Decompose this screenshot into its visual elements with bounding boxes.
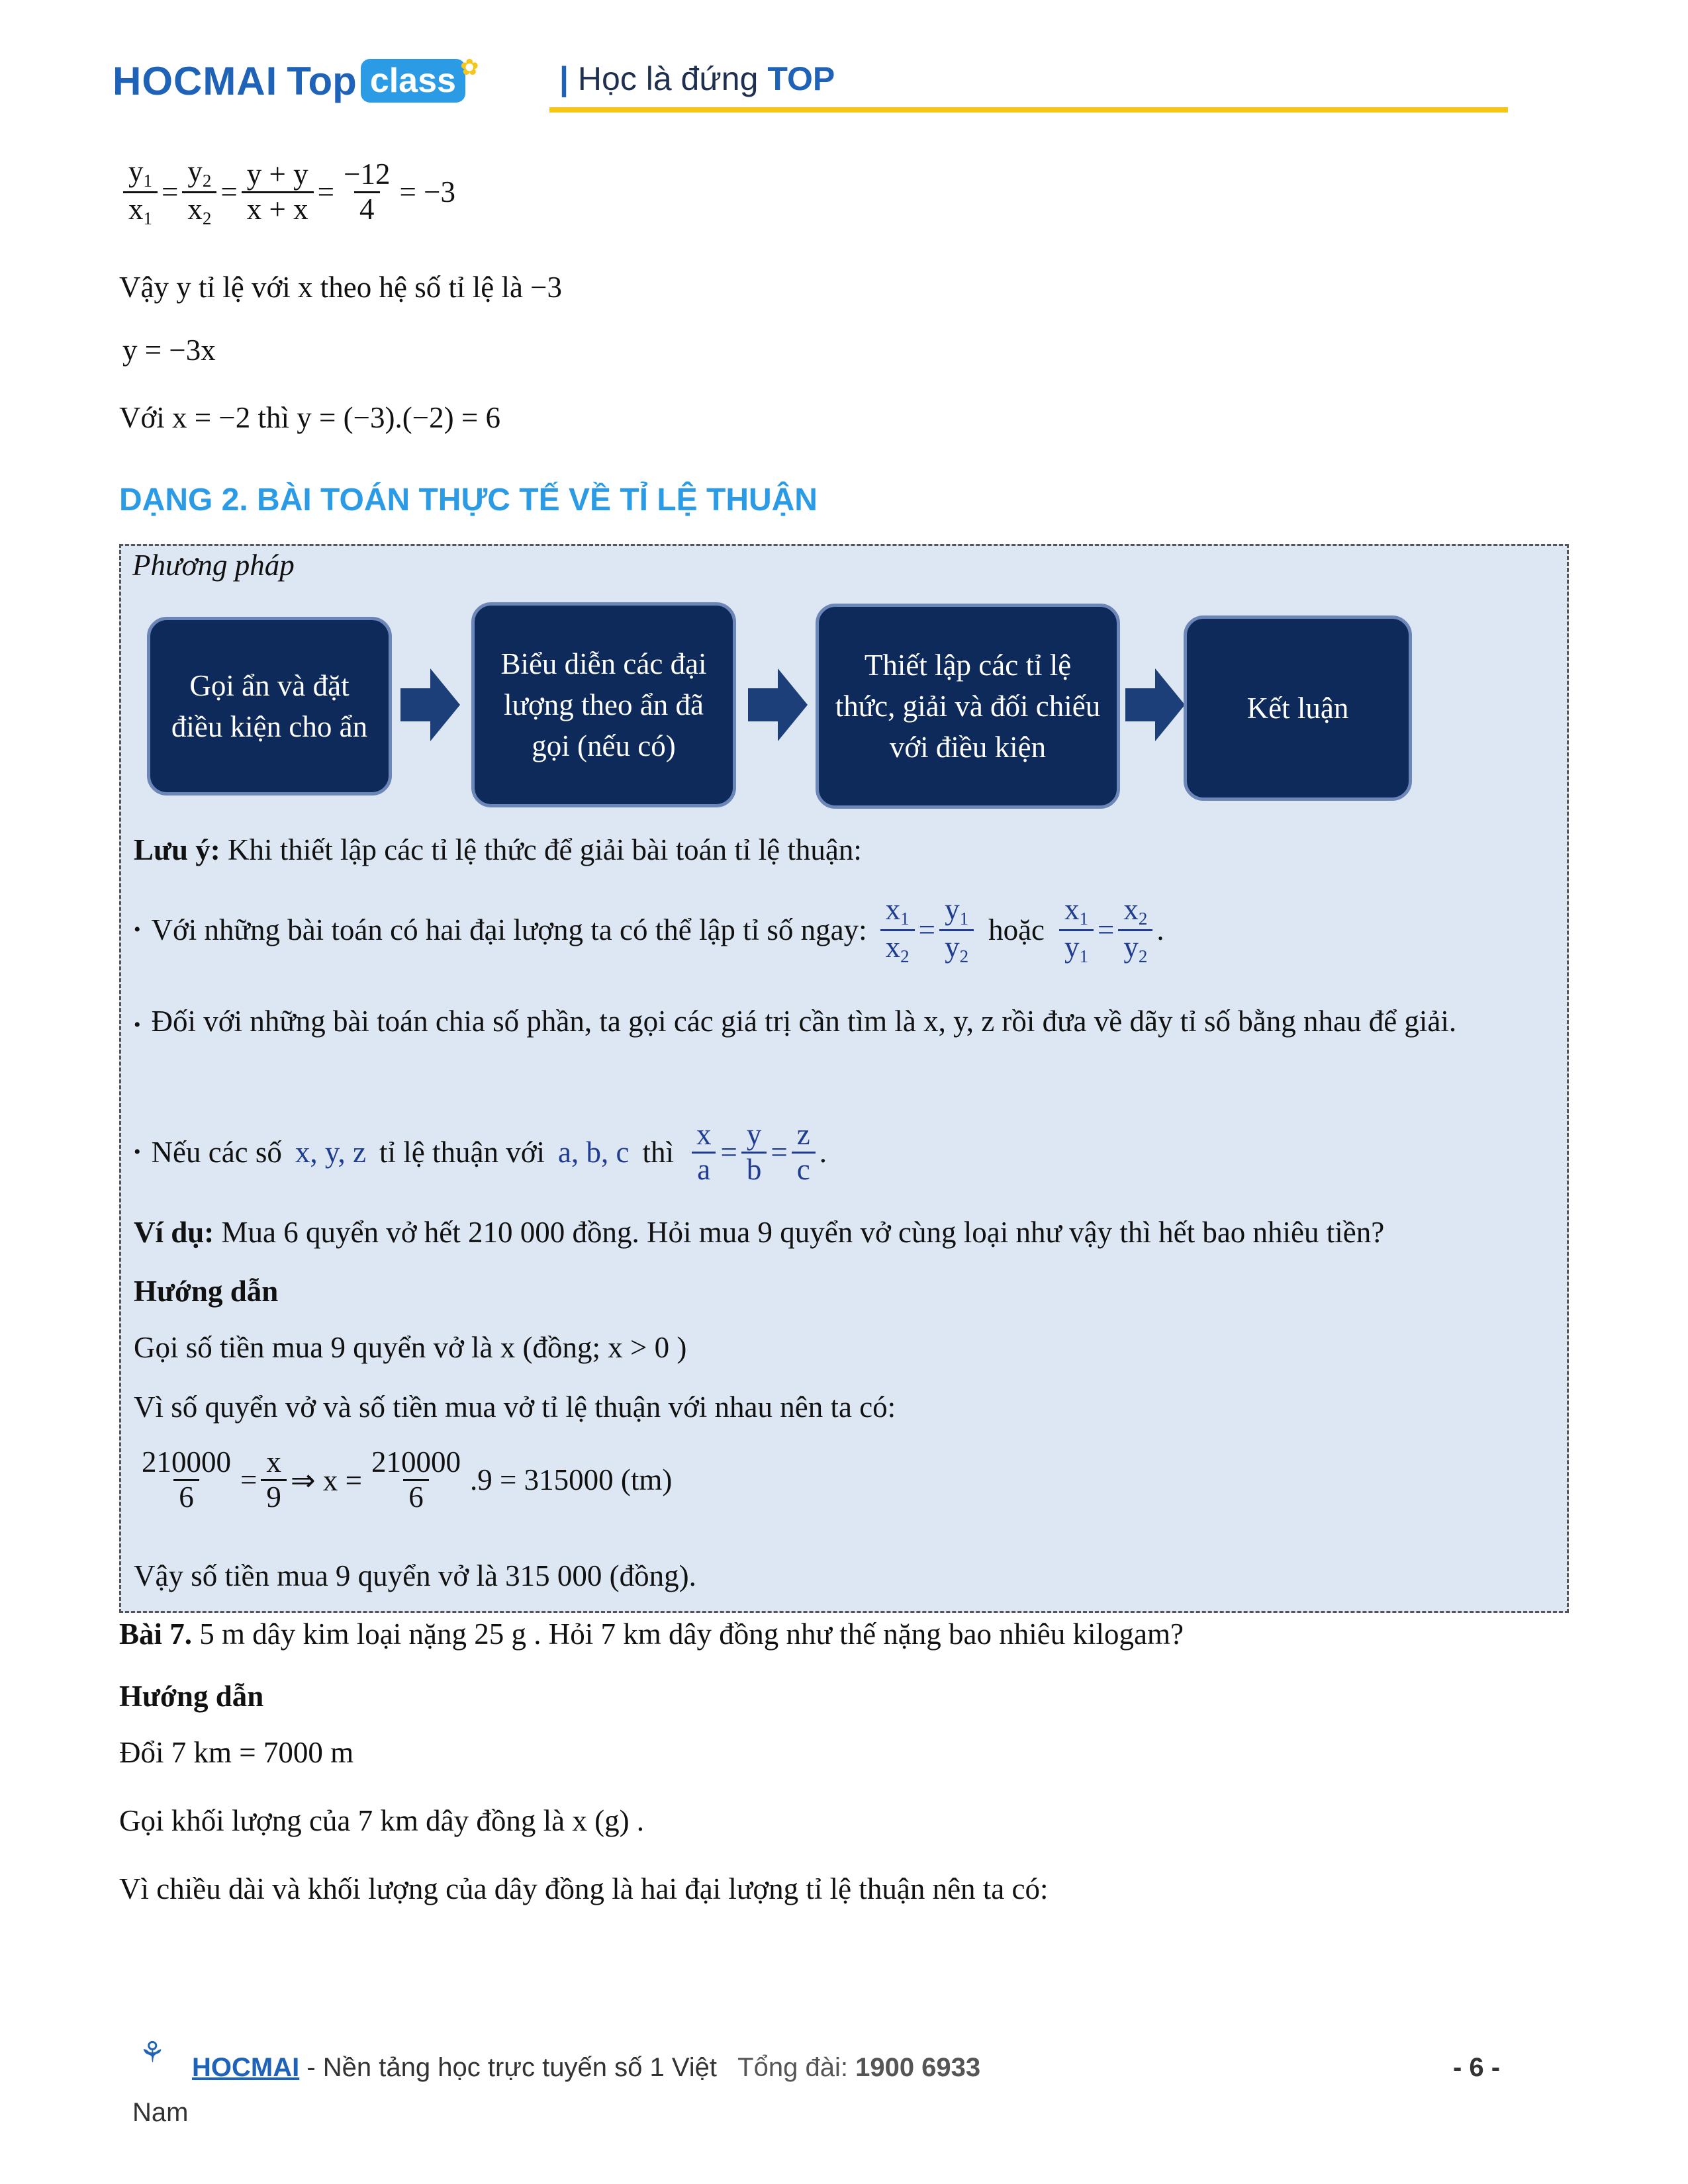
note-label: Lưu ý:: [134, 833, 220, 866]
example-text: Mua 6 quyển vở hết 210 000 đồng. Hỏi mua 9 quyển vở cùng loại như vậy thì hết bao nhiêu tiền?: [214, 1216, 1385, 1249]
page-number: - 6 -: [1453, 2053, 1501, 2082]
brand-top: Top: [287, 58, 357, 103]
fraction-x-a: $\frac{x}{a}$: [691, 1118, 717, 1186]
flow-step-3: Thiết lập các tỉ lệ thức, giải và đối chiếu với điều kiện: [816, 604, 1120, 809]
bullet-1: • Với những bài toán có hai đại lượng ta có thể lập tỉ số ngay: $\frac{x_1}{x_2}$ = $\frac{y_1}{y_2}$ hoặc $\frac{x_1}{y_1}$ = $\frac{x_2}{y_2}$ .: [134, 893, 1164, 966]
substitution-line: Với x = −2 thì y = (−3).(−2) = 6: [119, 401, 501, 434]
star-icon: ✿: [459, 55, 479, 80]
bullet-dot-icon: •: [134, 1141, 141, 1163]
bullet-3-params: a, b, c: [558, 1136, 630, 1169]
footer-hotline-label: Tổng đài:: [737, 2053, 848, 2082]
header-slogan: [559, 60, 835, 98]
brand-class-pill: class: [361, 59, 465, 103]
flow-step-1: Gọi ẩn và đặt điều kiện cho ẩn: [147, 617, 392, 796]
bullet-3-mid: tỉ lệ thuận với: [379, 1136, 545, 1169]
flow-step-2: Biểu diễn các đại lượng theo ẩn đã gọi (nếu có): [471, 602, 736, 807]
guide-equation: $\frac{210000}{6}$ = $\frac{x}{9}$ ⇒ x = $\frac{210000}{6}$ .9 = 315000 (tm): [132, 1446, 672, 1514]
fraction-z-c: $\frac{z}{c}$: [792, 1118, 816, 1186]
guide-eq-tail: .9 = 315000 (tm): [469, 1463, 673, 1496]
conclusion-line: Vậy y tỉ lệ với x theo hệ số tỉ lệ là −3: [119, 271, 563, 304]
exercise-text: 5 m dây kim loại nặng 25 g . Hỏi 7 km dây đồng như thế nặng bao nhiêu kilogam?: [192, 1617, 1184, 1651]
brand-hocmai: HOCMAI: [113, 58, 278, 103]
guide-label: Hướng dẫn: [134, 1275, 279, 1308]
fraction-sum: $\frac{y + y}{x + x}$: [242, 158, 314, 226]
fraction-y2-x2: $\frac{y_2}{x_2}$: [182, 156, 216, 229]
guide-line-4: Vậy số tiền mua 9 quyển vở là 315 000 (đồng).: [134, 1559, 696, 1592]
fraction-x1-x2: $\frac{x_1}{x_2}$: [880, 893, 915, 967]
flow-arrow-3: [1125, 668, 1185, 741]
bullet-dot-icon: •: [134, 919, 141, 941]
exercise-line-2: Gọi khối lượng của 7 km dây đồng là x (g) .: [119, 1804, 645, 1837]
flow-step-4: Kết luận: [1184, 615, 1412, 801]
slogan-prefix: Học là đứng: [577, 60, 759, 97]
bullet-3-vars: x, y, z: [295, 1136, 366, 1169]
method-label: Phương pháp: [132, 549, 295, 582]
equation-result: = −3: [399, 175, 455, 209]
flow-arrow-1: [400, 668, 460, 741]
bullet-dot-icon: •: [134, 1014, 141, 1036]
footer-line: [192, 2053, 980, 2083]
guide-line-2: Vì số quyển vở và số tiền mua vở tỉ lệ thuận với nhau nên ta có:: [134, 1390, 896, 1424]
bullet-1-text: Với những bài toán có hai đại lượng ta có thể lập tỉ số ngay:: [151, 913, 867, 947]
brand-logo: [113, 54, 479, 107]
section-title: DẠNG 2. BÀI TOÁN THỰC TẾ VỀ TỈ LỆ THUẬN: [119, 482, 818, 518]
guide-eq-mid: ⇒ x =: [290, 1463, 362, 1497]
bullet-1-or: hoặc: [988, 913, 1045, 947]
exercise-line-1: Đổi 7 km = 7000 m: [119, 1736, 354, 1769]
slogan-bold: TOP: [767, 60, 835, 97]
bullet-3-then: thì: [642, 1136, 674, 1169]
bullet-2-text: Đối với những bài toán chia số phần, ta gọi các giá trị cần tìm là x, y, z rồi đưa về dãy tỉ số bằng nhau để giải.: [151, 1005, 1457, 1038]
fraction-x-9: $\frac{x}{9}$: [261, 1446, 287, 1514]
equation-ratio-chain: $\frac{y_1}{x_1}$ = $\frac{y_2}{x_2}$ = $\frac{y + y}{x + x}$ = $\frac{-12}{4}$ = −3: [119, 156, 455, 229]
guide-line-1: Gọi số tiền mua 9 quyển vở là x (đồng; x > 0 ): [134, 1331, 687, 1364]
footer-wrap: Nam: [132, 2098, 189, 2127]
example-label: Ví dụ:: [134, 1216, 214, 1249]
bullet-3-pre: Nếu các số: [151, 1136, 282, 1169]
fraction-y-b: $\frac{y}{b}$: [741, 1118, 767, 1186]
slogan-bar: |: [559, 60, 569, 97]
note-text: Khi thiết lập các tỉ lệ thức để giải bài toán tỉ lệ thuận:: [220, 833, 862, 866]
formula-line: y = −3x: [122, 334, 216, 367]
flow-arrow-2: [748, 668, 808, 741]
exercise-guide-label: Hướng dẫn: [119, 1680, 264, 1713]
fraction-x2-y2: $\frac{x_2}{y_2}$: [1118, 893, 1152, 967]
footer-hotline: 1900 6933: [855, 2053, 981, 2082]
bullet-2: [134, 993, 1550, 1054]
fraction-x1-y1: $\frac{x_1}{y_1}$: [1059, 893, 1094, 967]
fraction-y1-y2: $\frac{y_1}{y_2}$: [939, 893, 974, 967]
fraction-y1-x1: $\frac{y_1}{x_1}$: [123, 156, 158, 229]
footer-logo-icon: ⚘: [139, 2036, 165, 2070]
fraction-minus12-4: $\frac{-12}{4}$: [344, 158, 391, 226]
header-divider: [549, 107, 1508, 113]
footer-brand-link[interactable]: HOCMAI: [192, 2053, 300, 2082]
exercise-line-3: Vì chiều dài và khối lượng của dây đồng là hai đại lượng tỉ lệ thuận nên ta có:: [119, 1872, 1049, 1905]
bullet-3: • Nếu các số x, y, z tỉ lệ thuận với a, b, c thì $\frac{x}{a}$ = $\frac{y}{b}$ = $\frac{z}{c}$ .: [134, 1118, 827, 1186]
fraction-210000-6-b: $\frac{210000}{6}$: [371, 1445, 461, 1514]
exercise-line: [119, 1617, 1184, 1651]
fraction-210000-6: $\frac{210000}{6}$: [142, 1445, 231, 1514]
exercise-label: Bài 7.: [119, 1617, 193, 1651]
footer-text: - Nền tảng học trực tuyến số 1 Việt: [299, 2053, 718, 2082]
example-line: [134, 1215, 1384, 1250]
note-line: [134, 833, 862, 867]
